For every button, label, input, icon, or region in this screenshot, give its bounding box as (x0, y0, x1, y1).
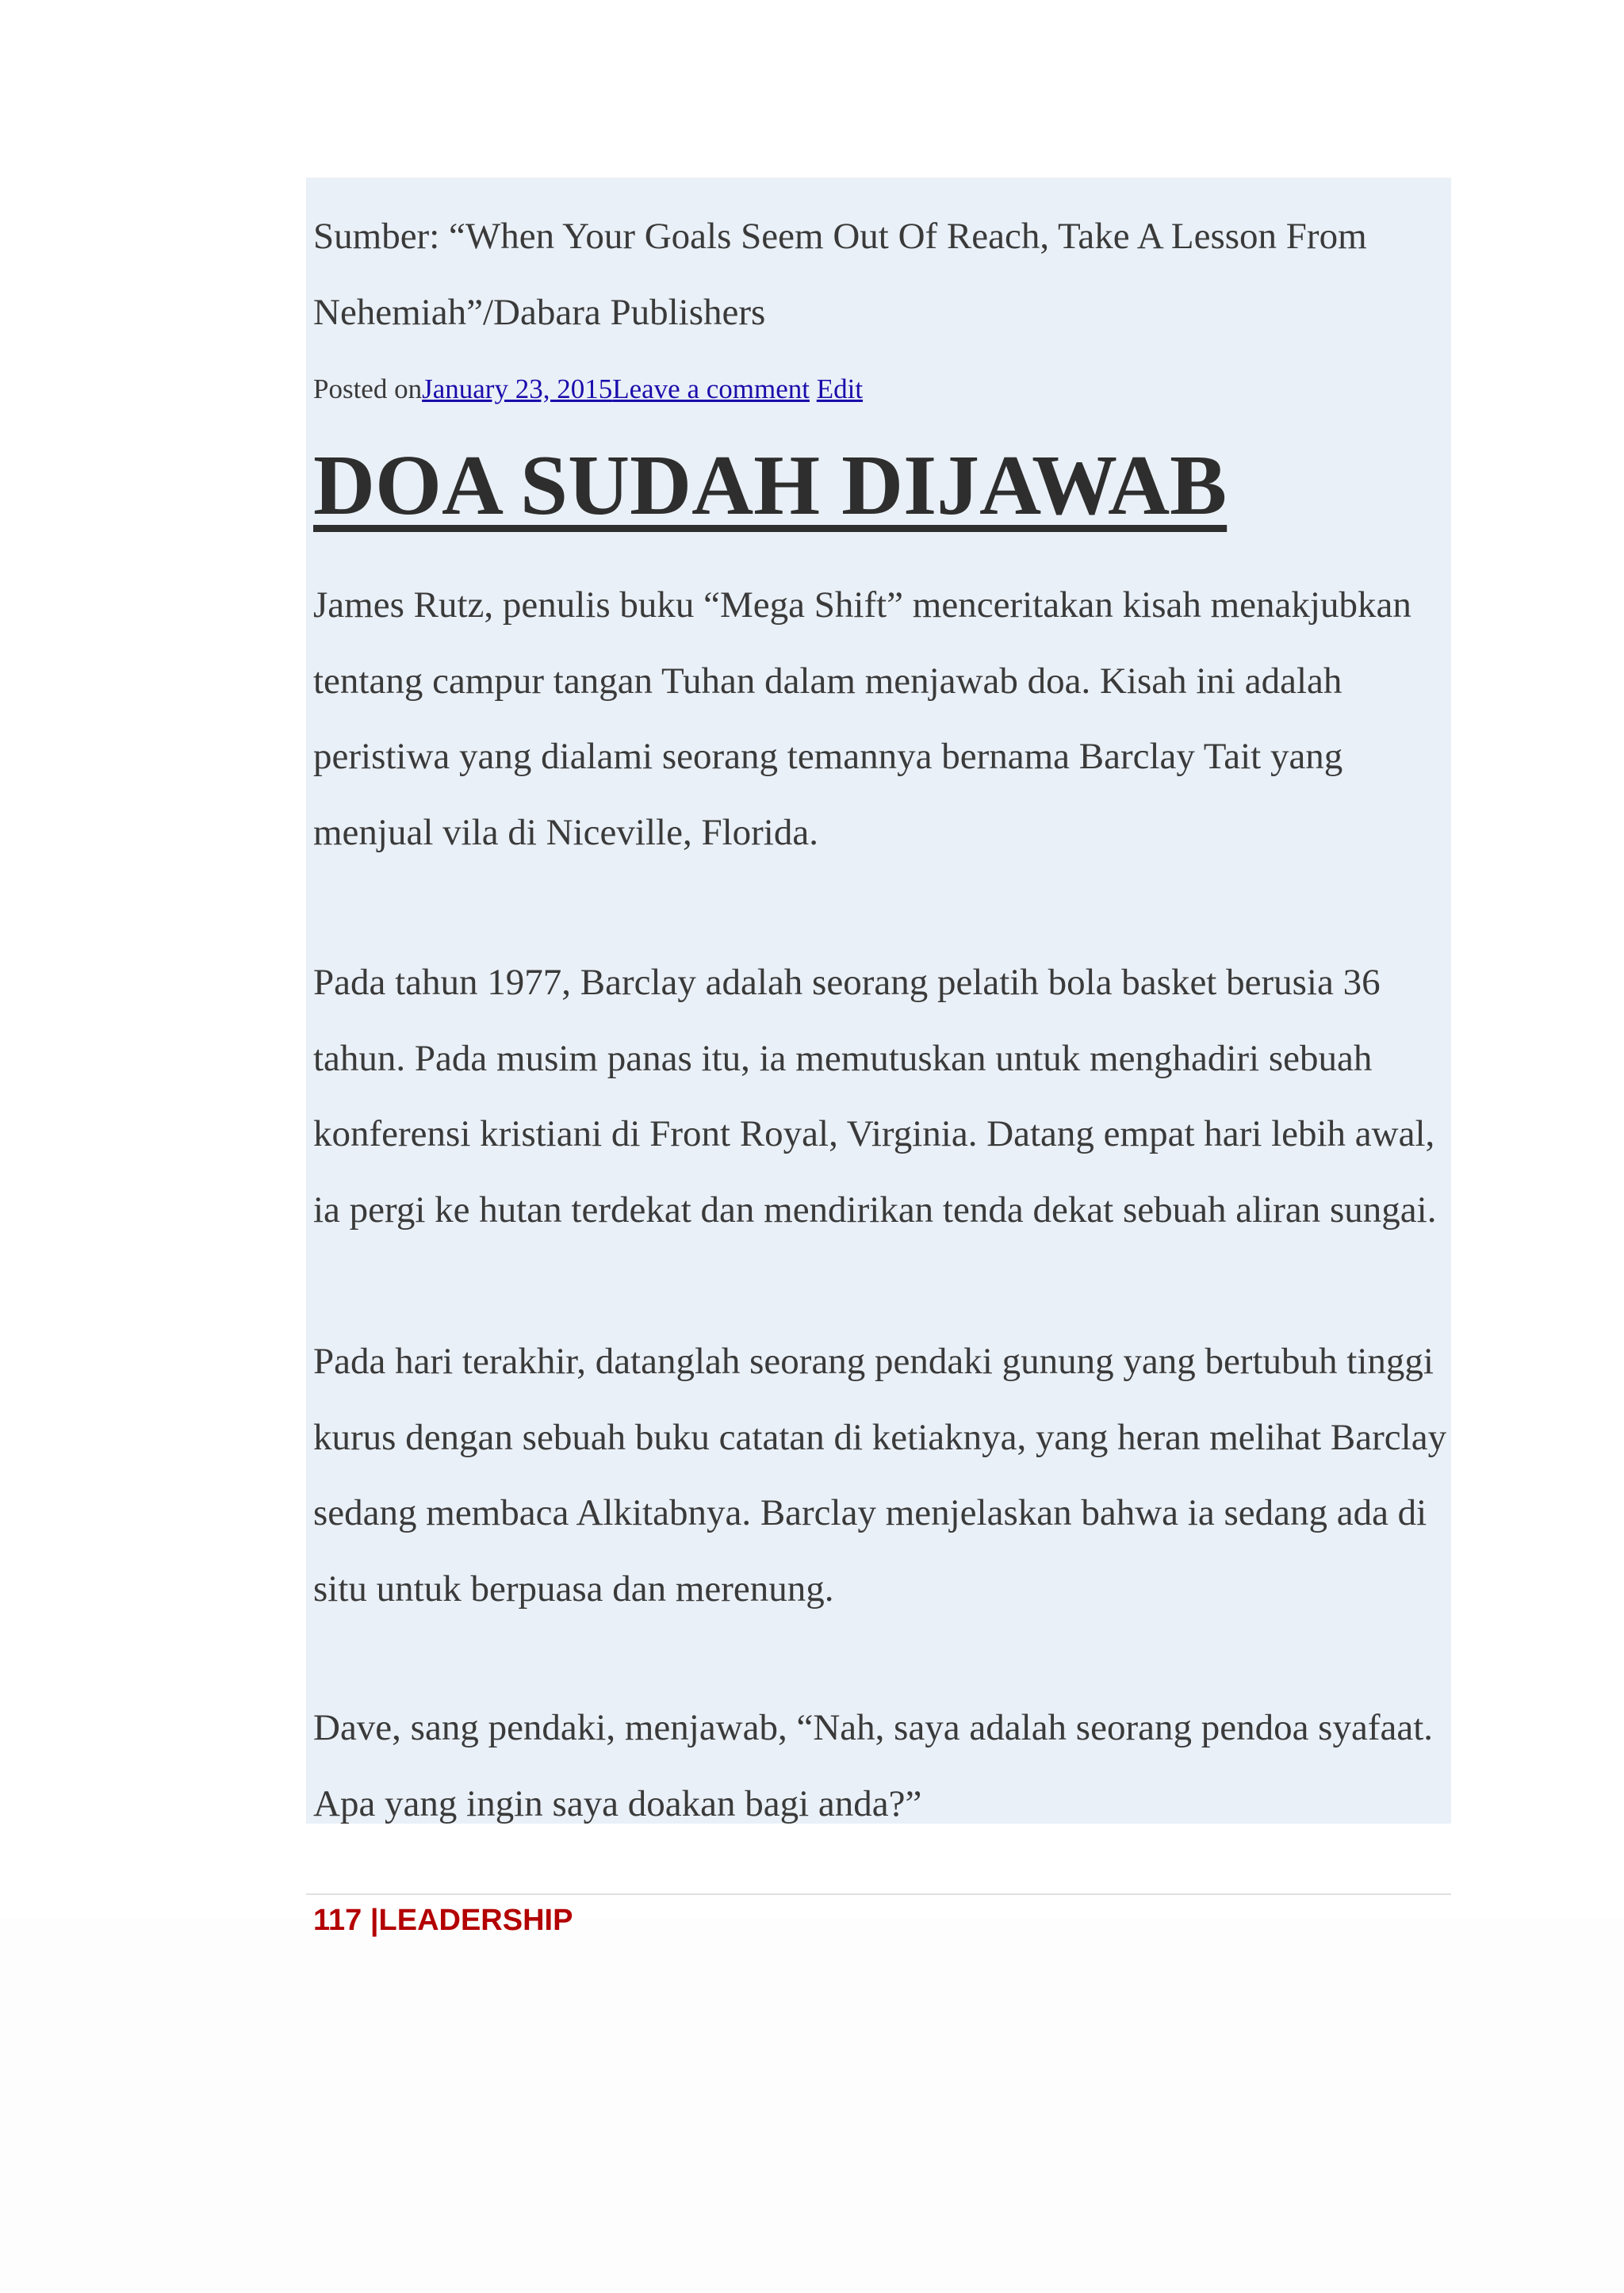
page-number: 117 (313, 1904, 362, 1937)
post-paragraph-4: Dave, sang pendaki, menjawab, “Nah, saya adalah seorang pendoa syafaat. Apa yang ingin saya doakan bagi anda?” (313, 1707, 1434, 1824)
post-meta (313, 369, 863, 409)
source-attribution: Sumber: “When Your Goals Seem Out Of Reach, Take A Lesson From Nehemiah”/Dabara Publishers (313, 216, 1367, 333)
footer-separator: | (362, 1904, 379, 1937)
footer-divider (306, 1893, 1451, 1895)
post-paragraph-2: Pada tahun 1977, Barclay adalah seorang pelatih bola basket berusia 36 tahun. Pada musim panas itu, ia memutuskan untuk menghadiri sebuah konferensi kristiani di Front Royal, Virginia. Datang empat hari lebih awal, ia pergi ke hutan terdekat dan mendirikan tenda dekat sebuah aliran sungai. (313, 962, 1437, 1231)
post-title: DOA SUDAH DIJAWAB (313, 438, 1228, 533)
page-background (0, 1919, 1624, 2293)
edit-link[interactable]: Edit (816, 373, 864, 404)
footer-section: LEADERSHIP (378, 1904, 573, 1937)
post-date-link[interactable]: January 23, 2015 (422, 373, 613, 404)
leave-comment-link[interactable]: Leave a comment (612, 373, 810, 404)
page-footer (313, 1898, 573, 1943)
post-paragraph-1: James Rutz, penulis buku “Mega Shift” menceritakan kisah menakjubkan tentang campur tangan Tuhan dalam menjawab doa. Kisah ini adalah peristiwa yang dialami seorang temannya bernama Barclay Tait yang menjual vila di Niceville, Florida. (313, 584, 1411, 853)
post-paragraph-3: Pada hari terakhir, datanglah seorang pendaki gunung yang bertubuh tinggi kurus dengan sebuah buku catatan di ketiaknya, yang heran melihat Barclay sedang membaca Alkitabnya. Barclay menjelaskan bahwa ia sedang ada di situ untuk berpuasa dan merenung. (313, 1341, 1447, 1610)
posted-on-label: Posted on (313, 373, 423, 404)
